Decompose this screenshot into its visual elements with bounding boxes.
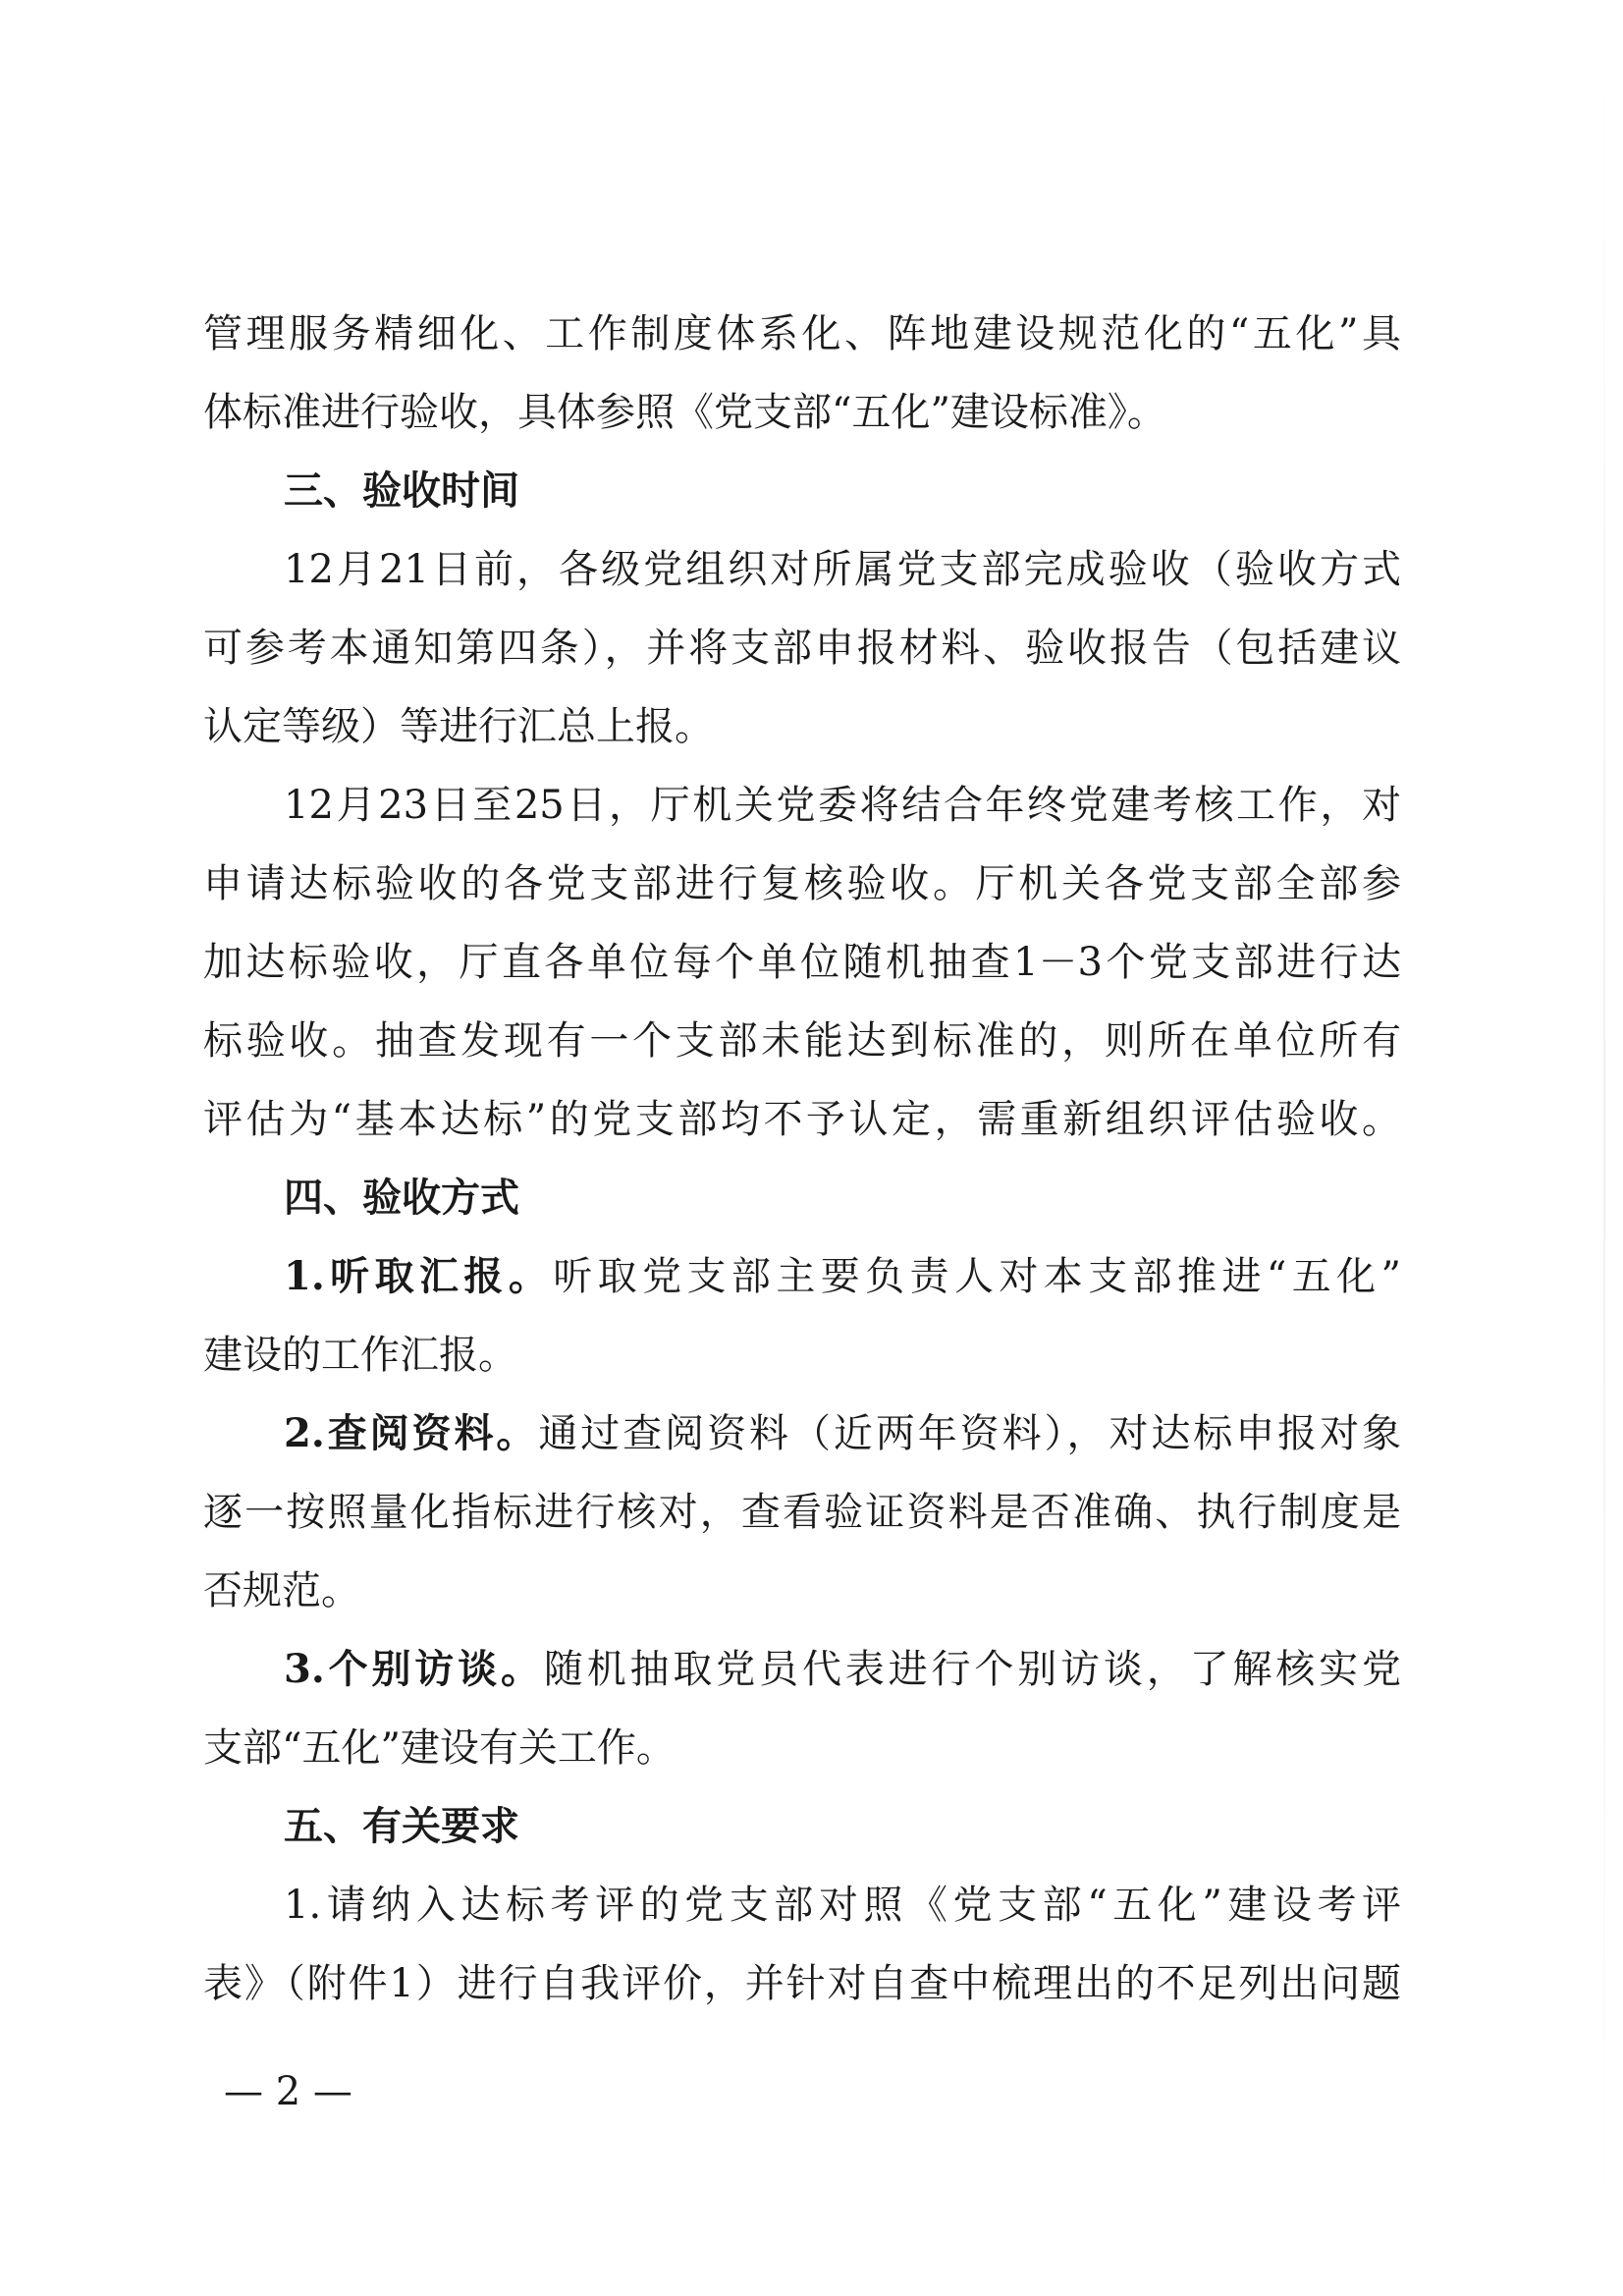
paragraph-line: 表》（附件1）进行自我评价，并针对自查中梳理出的不足列出问题: [203, 1961, 1401, 2006]
section-heading-4: 四、验收方式: [284, 1175, 519, 1221]
paragraph-line: 1.请纳入达标考评的党支部对照《党支部“五化”建设考评: [284, 1883, 1401, 1928]
paragraph-line: 标验收。抽查发现有一个支部未能达到标准的，则所在单位所有: [203, 1018, 1401, 1064]
list-item-lead: 1.听取汇报。: [284, 1253, 554, 1299]
paragraph-line: 支部“五化”建设有关工作。: [203, 1725, 676, 1771]
list-item-line: [203, 1237, 1401, 1316]
paragraph-line: 申请达标验收的各党支部进行复核验收。厅机关各党支部全部参: [203, 861, 1401, 906]
list-item-line: [203, 1630, 1401, 1709]
list-item-line: [203, 1394, 1401, 1473]
scan-edge-shadow: [1603, 59, 1605, 2219]
section-heading-5: 五、有关要求: [284, 1804, 519, 1849]
list-item-text: 通过查阅资料（近两年资料），对达标申报对象: [538, 1411, 1401, 1456]
paragraph-line: 评估为“基本达标”的党支部均不予认定，需重新组织评估验收。: [203, 1097, 1401, 1142]
list-item-lead: 2.查阅资料。: [284, 1410, 539, 1456]
paragraph-line: 12月23日至25日，厅机关党委将结合年终党建考核工作，对: [284, 783, 1401, 828]
paragraph-line: 体标准进行验收，具体参照《党支部“五化”建设标准》。: [203, 390, 1166, 435]
body-text: [203, 295, 1401, 2023]
section-heading-3: 三、验收时间: [284, 468, 519, 514]
page-number: — 2 —: [224, 2069, 352, 2114]
paragraph-line: 可参考本通知第四条），并将支部申报材料、验收报告（包括建议: [203, 626, 1401, 671]
paragraph-line: 管理服务精细化、工作制度体系化、阵地建设规范化的“五化”具: [203, 311, 1401, 356]
paragraph-line: 否规范。: [203, 1568, 360, 1613]
list-item-text: 随机抽取党员代表进行个别访谈，了解核实党: [543, 1647, 1401, 1692]
list-item-lead: 3.个别访谈。: [284, 1646, 544, 1692]
list-item-text: 听取党支部主要负责人对本支部推进“五化”: [553, 1254, 1401, 1299]
paragraph-line: 逐一按照量化指标进行核对，查看验证资料是否准确、执行制度是: [203, 1490, 1401, 1535]
paragraph-line: 认定等级）等进行汇总上报。: [203, 704, 714, 749]
paragraph-line: 建设的工作汇报。: [203, 1333, 517, 1378]
paragraph-line: 12月21日前，各级党组织对所属党支部完成验收（验收方式: [284, 547, 1401, 592]
paragraph-line: 加达标验收，厅直各单位每个单位随机抽查1－3个党支部进行达: [203, 940, 1401, 985]
